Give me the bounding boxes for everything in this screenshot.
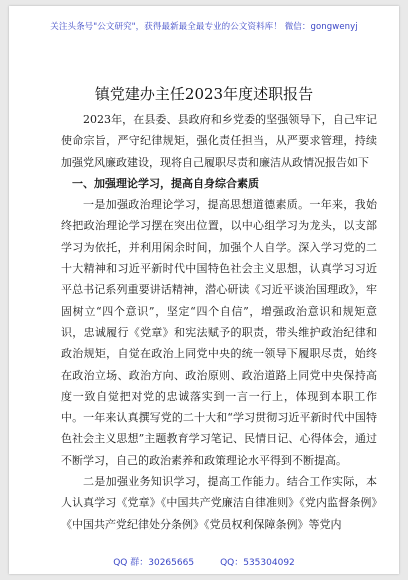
document-title: 镇党建办主任2023年度述职报告 <box>94 85 314 103</box>
header-banner: 关注头条号"公文研究"，获得最新最全最专业的公文资料库！ 微信：gongwenyj <box>50 22 358 32</box>
footer-contact <box>9 555 399 568</box>
footer-qq: QQ：535304092 <box>220 558 295 568</box>
footer-qq-group: QQ 群：30265665 <box>113 558 195 568</box>
intro-paragraph: 2023年，在县委、县政府和乡党委的坚强领导下，自己牢记使命宗旨，严守纪律规矩，强化责任担当，从严要求管理，持续加强党风廉政建设，现将自己履职尽责和廉洁从政情况报告如下 <box>61 113 377 169</box>
body-paragraph: 二是加强业务知识学习，提高工作能力。结合工作实际，本人认真学习《党章》《中国共产党廉洁自律准则》《党内监督条例》《中国共产党纪律处分条例》《党员权利保障条例》等党内 <box>61 475 377 531</box>
document-page <box>9 6 399 574</box>
body-paragraph: 一是加强政治理论学习，提高思想道德素质。一年来，我始终把政治理论学习摆在突出位置，以中心组学习为龙头，以支部学习为依托，并利用闲余时间，加强个人自学。深入学习党的二十大精神和习近平新时代中国特色社会主义思想，认真学习习近平总书记系列重要讲话精神，潜心研读《习近平谈治国理政》，牢固树立“四个意识”，坚定“四个自信”，增强政治意识和规矩意识，忠诚履行《党章》和宪法赋予的职责，带头维护政治纪律和政治规矩，自觉在政治上同党中央的统一领导下履职尽责，始终在政治立场、政治方向、政治原则、政治道路上同党中央保持高度一致自觉把对党的忠诚落实到一言一行上，体现到本职工作中。一年来认真撰写党的二十大和“学习贯彻习近平新时代中国特色社会主义思想”主题教育学习笔记、民情日记、心得体会，通过不断学习，自己的政治素养和政策理论水平得到不断提高。 <box>61 198 377 467</box>
document-body <box>61 109 377 535</box>
section-heading: 一、加强理论学习，提高自身综合素质 <box>72 176 259 190</box>
